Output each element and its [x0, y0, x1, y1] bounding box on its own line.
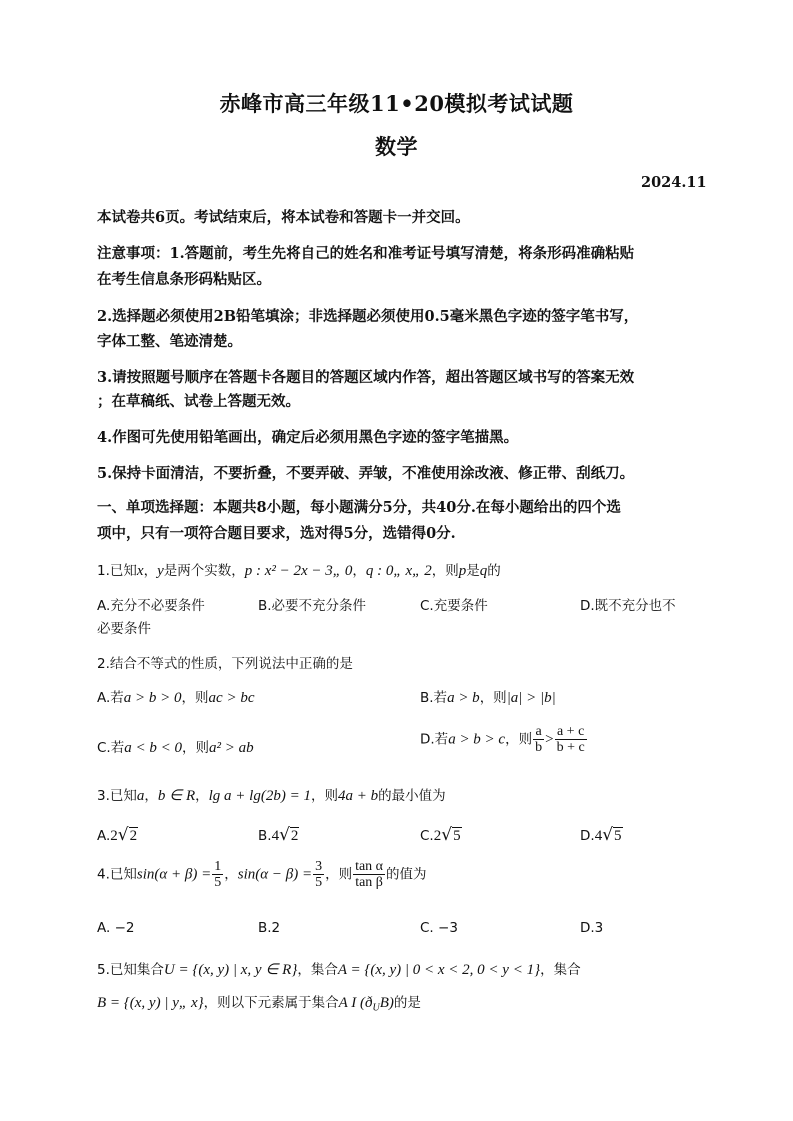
q1-var-x: x: [136, 563, 144, 579]
q2-option-d: [420, 724, 588, 755]
q2-d-gt: >: [545, 731, 554, 748]
q5-set-a: A = {(x, y) | 0 < x < 2, 0 < y < 1}: [337, 962, 541, 978]
sqrt-icon: √: [117, 825, 129, 845]
q3-option-c: [420, 825, 462, 845]
q1-var-p: p: [458, 563, 467, 579]
q3-c-radicand: 5: [453, 828, 461, 844]
note-3-line-2: ；在草稿纸、试卷上答题无效。: [97, 393, 300, 410]
q2-c-prefix: C.若: [97, 740, 125, 756]
note-2-line-2: 字体工整、笔迹清楚。: [97, 333, 242, 350]
q3-b-label: B.: [258, 828, 272, 844]
q1-text-a: 1.已知: [97, 563, 137, 579]
note-1-line-2: 在考生信息条形码粘贴区。: [97, 271, 271, 288]
q2-a-condition: a > b > 0: [123, 690, 182, 706]
q1-option-a: A.充分不必要条件: [97, 598, 205, 614]
q2-d-prefix: D.若: [420, 731, 449, 748]
instructions-intro: 本试卷共6页。考试结束后，将本试卷和答题卡一并交回。: [97, 209, 470, 226]
q3-sep-1: ，: [144, 788, 158, 804]
subject-title: 数学: [375, 134, 418, 159]
q5-set-expression: A I (ð: [338, 995, 373, 1011]
q4-e1-denominator: 5: [214, 875, 222, 890]
q1-option-c: C.充要条件: [420, 598, 488, 614]
q2-d-fraction-2: [555, 724, 587, 755]
q3-sep-2: ，: [195, 788, 209, 804]
note-4: 4.作图可先使用铅笔画出，确定后必须用黑色字迹的签字笔描黑。: [97, 429, 519, 446]
q2-option-b: [420, 686, 556, 707]
q5-set-expression-end: B): [379, 995, 394, 1011]
q3-b-radicand: 2: [290, 828, 299, 844]
question-5-stem-line-1: [97, 958, 581, 979]
q1-text-b: 是两个实数，: [163, 563, 245, 579]
q2-d-condition: a > b > c: [448, 731, 506, 748]
question-3-stem: [97, 784, 446, 805]
q3-option-d: [580, 825, 623, 845]
sqrt-icon: √: [602, 825, 614, 845]
q5-set-u: U = {(x, y) | x, y ∈ R}: [163, 962, 298, 978]
q4-option-a: A. −2: [97, 920, 135, 936]
q2-c-result: a² > ab: [208, 740, 254, 756]
question-1-stem: [97, 559, 501, 580]
q2-b-result: |a| > |b|: [506, 690, 556, 706]
q3-a-radicand: 2: [129, 828, 138, 844]
q1-var-q: q: [479, 563, 488, 579]
note-3-line-1: 3.请按照题号顺序在答题卡各题目的答题区域内作答，超出答题区域书写的答案无效: [97, 369, 635, 386]
note-2-line-1: 2.选择题必须使用2B铅笔填涂；非选择题必须使用0.5毫米黑色字迹的签字笔书写，: [97, 308, 639, 325]
sqrt-icon: √: [279, 825, 290, 845]
q5-text-d: ，则以下元素属于集合: [203, 995, 339, 1011]
q2-c-condition: a < b < 0: [124, 740, 182, 756]
note-5: 5.保持卡面清洁，不要折叠，不要弄破、弄皱，不准使用涂改液、修正带、刮纸刀。: [97, 465, 635, 482]
q3-d-label: D.: [580, 828, 595, 844]
q5-set-b: B = {(x, y) | y„ x}: [97, 995, 204, 1011]
q3-condition-b: b ∈ R: [157, 788, 196, 804]
q2-b-prefix: B.若: [420, 690, 448, 706]
q1-option-b: B.必要不充分条件: [258, 598, 367, 614]
q2-c-then: ，则: [181, 740, 209, 756]
q5-text-e: 的是: [393, 995, 421, 1011]
q3-c-coefficient: 2: [433, 828, 442, 844]
note-1-line-1: 注意事项：1.答题前，考生先将自己的姓名和准考证号填写清楚，将条形码准确粘贴: [97, 245, 635, 262]
sqrt-icon: √: [441, 825, 453, 845]
q3-option-b: [258, 825, 299, 845]
section-1-line-2: 项中，只有一项符合题目要求，选对得5分，选错得0分.: [97, 525, 456, 542]
q2-d-fraction-1: [533, 724, 544, 755]
question-5-stem-line-2: [97, 991, 421, 1014]
q3-text-b: ，则: [310, 788, 338, 804]
q4-equation-1-fraction: [212, 859, 223, 890]
q4-text-b: ，则: [325, 866, 353, 883]
q3-equation: lg a + lg(2b) = 1: [208, 788, 311, 804]
q3-d-coefficient: 4: [594, 828, 603, 844]
q4-option-d: D.3: [580, 920, 604, 936]
q4-sep: ，: [224, 866, 238, 883]
q4-e2-numerator: 3: [315, 859, 323, 874]
q3-a-coefficient: 2: [110, 828, 118, 844]
q2-option-c: [97, 736, 254, 757]
q2-b-then: ，则: [479, 690, 507, 706]
q3-expression: 4a + b: [337, 788, 379, 804]
exam-date: 2024.11: [641, 174, 707, 191]
q2-d-then: ，则: [505, 731, 533, 748]
q1-option-d-line-2: 必要条件: [97, 621, 151, 637]
q3-d-radicand: 5: [614, 828, 622, 844]
q2-a-then: ，则: [181, 690, 209, 706]
question-2-stem: 2.结合不等式的性质，下列说法中正确的是: [97, 656, 353, 672]
q1-text-c: ，则: [431, 563, 459, 579]
q3-text-a: 3.已知: [97, 788, 137, 804]
q3-b-coefficient: 4: [271, 828, 280, 844]
q3-option-a: [97, 825, 138, 845]
q4-text-a: 4.已知: [97, 866, 137, 883]
q4-ratio-denominator: tan β: [355, 875, 383, 890]
q3-a-label: A.: [97, 828, 111, 844]
q2-d-f2-numerator: a + c: [555, 724, 587, 740]
q1-p-expression: p : x² − 2x − 3„ 0: [244, 563, 353, 579]
q1-text-e: 的: [487, 563, 501, 579]
q5-text-b: ，集合: [297, 962, 338, 978]
q4-ratio-fraction: [353, 859, 385, 890]
section-1-line-1: 一、单项选择题：本题共8小题，每小题满分5分，共40分.在每小题给出的四个选: [97, 499, 621, 516]
q5-text-a: 5.已知集合: [97, 962, 164, 978]
q2-d-f1-denominator: b: [535, 740, 543, 755]
q1-q-expression: q : 0„ x„ 2: [365, 563, 432, 579]
q4-e1-numerator: 1: [214, 859, 222, 874]
q5-text-c: ，集合: [540, 962, 581, 978]
q1-var-y: y: [157, 563, 164, 579]
q1-sep-2: ，: [352, 563, 366, 579]
q2-option-a: [97, 686, 254, 707]
q2-a-prefix: A.若: [97, 690, 124, 706]
question-4-stem: [97, 859, 427, 890]
q2-d-f1-numerator: a: [533, 724, 544, 740]
q4-equation-1-lhs: sin(α + β) =: [136, 866, 212, 883]
q4-equation-2-fraction: [313, 859, 324, 890]
q4-equation-2-lhs: sin(α − β) =: [237, 866, 313, 883]
q2-b-condition: a > b: [447, 690, 480, 706]
q4-option-b: B.2: [258, 920, 281, 936]
q5-complement-subscript: U: [372, 1002, 380, 1014]
q4-e2-denominator: 5: [315, 875, 323, 890]
q2-a-result: ac > bc: [208, 690, 255, 706]
q4-option-c: C. −3: [420, 920, 458, 936]
q2-d-f2-denominator: b + c: [556, 740, 585, 755]
q3-c-label: C.: [420, 828, 434, 844]
q1-sep-1: ，: [143, 563, 158, 579]
q1-option-d-line-1: D.既不充分也不: [580, 598, 676, 614]
q3-text-c: 的最小值为: [378, 788, 446, 804]
q1-text-d: 是: [466, 563, 480, 579]
exam-title: 赤峰市高三年级11•20模拟考试试题: [219, 91, 574, 116]
q4-ratio-numerator: tan α: [355, 859, 384, 874]
q3-var-a: a: [136, 788, 145, 804]
q4-text-c: 的值为: [386, 866, 427, 883]
